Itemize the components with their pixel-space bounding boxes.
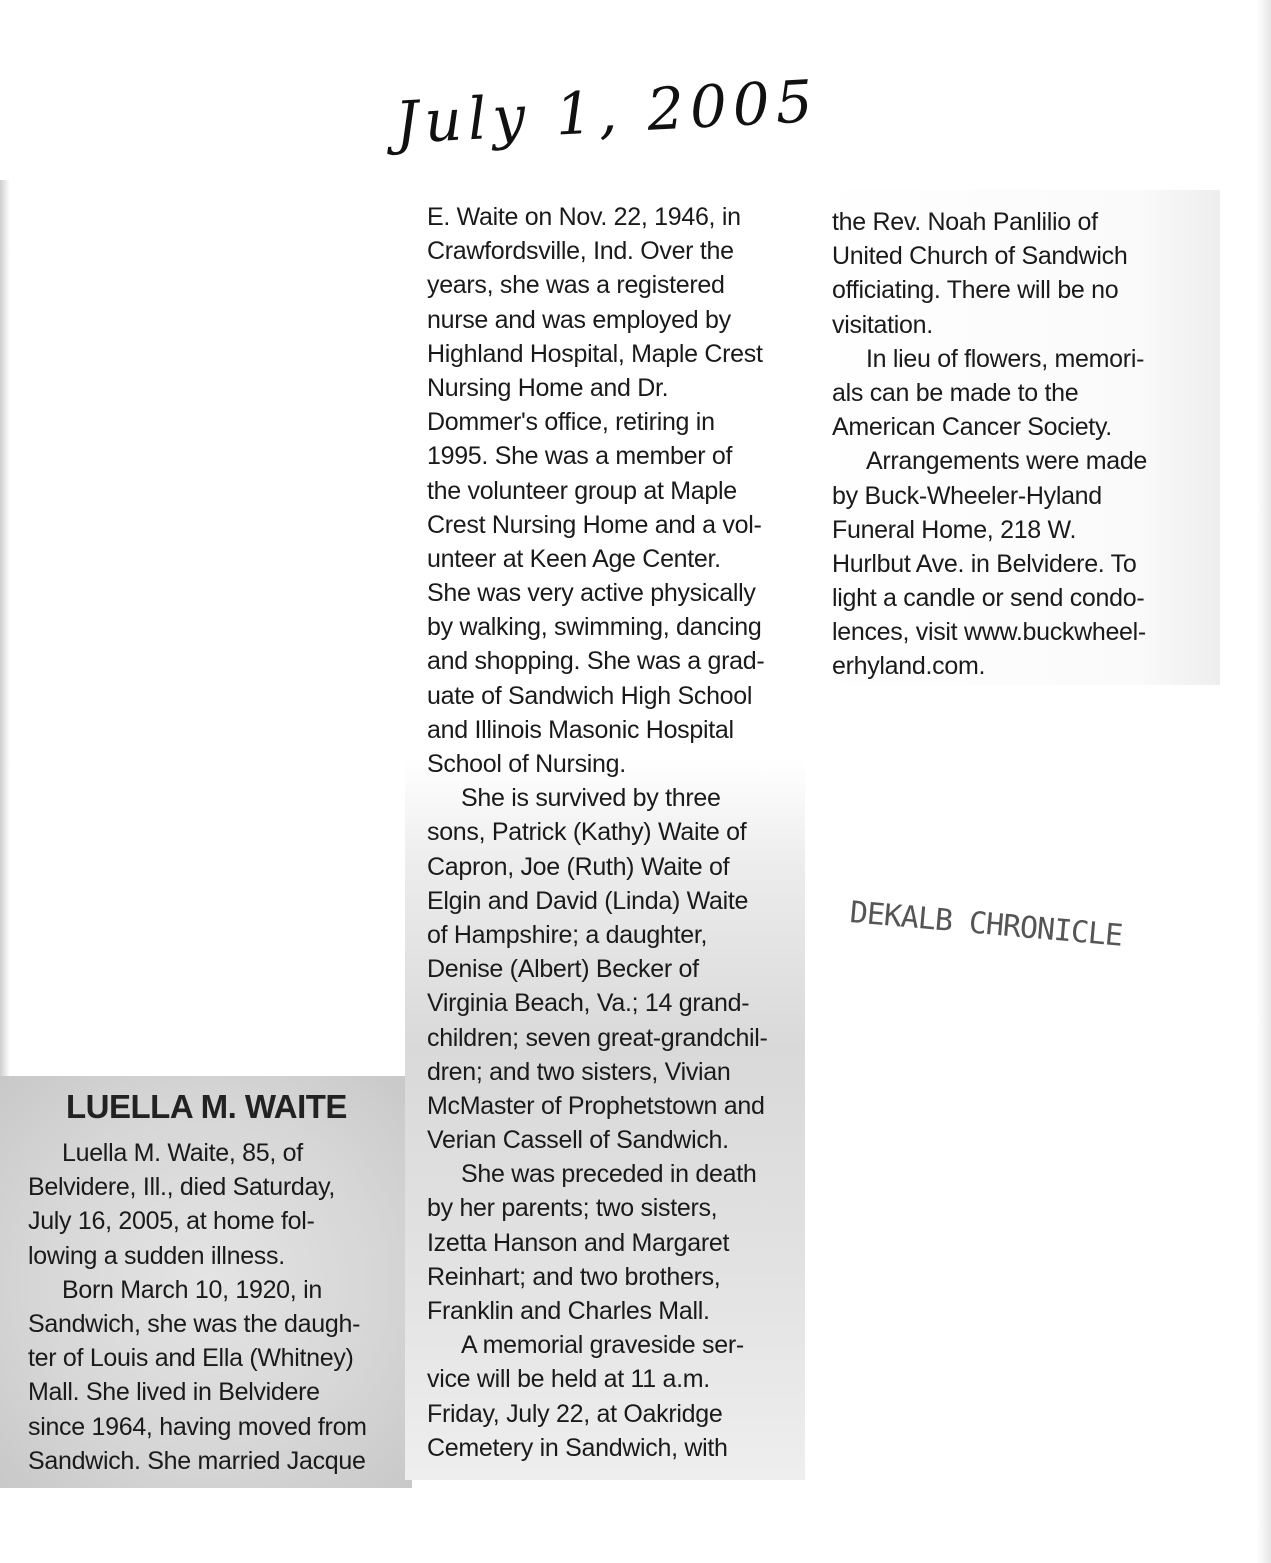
- obituary-heading: LUELLA M. WAITE: [66, 1088, 347, 1125]
- text-line: sons, Patrick (Kathy) Waite of: [427, 818, 747, 847]
- text-line: erhyland.com.: [832, 652, 986, 681]
- text-line: Hurlbut Ave. in Belvidere. To: [832, 549, 1137, 578]
- text-line: nurse and was employed by: [427, 305, 731, 334]
- column-2: [427, 200, 768, 1465]
- text-line: She is survived by three: [461, 784, 721, 813]
- text-line: uate of Sandwich High School: [427, 681, 753, 710]
- text-line: Highland Hospital, Maple Crest: [427, 339, 763, 368]
- text-line: and shopping. She was a grad-: [427, 647, 765, 676]
- text-line: Arrangements were made: [866, 447, 1148, 476]
- text-line: Izetta Hanson and Margaret: [427, 1228, 730, 1257]
- text-line: Funeral Home, 218 W.: [832, 515, 1077, 544]
- text-line: United Church of Sandwich: [832, 242, 1128, 271]
- text-line: Elgin and David (Linda) Waite: [427, 886, 749, 915]
- text-line: Cemetery in Sandwich, with: [427, 1433, 728, 1462]
- text-line: Luella M. Waite, 85, of: [62, 1139, 303, 1167]
- text-line: 1995. She was a member of: [427, 442, 733, 471]
- handwritten-date: July 1, 2005: [393, 66, 821, 158]
- text-line: July 16, 2005, at home fol-: [28, 1207, 315, 1236]
- column-3: [832, 205, 1147, 684]
- text-line: of Hampshire; a daughter,: [427, 920, 708, 949]
- text-line: unteer at Keen Age Center.: [427, 544, 721, 573]
- scan-edge: [1257, 0, 1271, 1563]
- text-line: als can be made to the: [832, 378, 1079, 407]
- text-line: ter of Louis and Ella (Whitney): [28, 1344, 354, 1373]
- text-line: McMaster of Prophetstown and: [427, 1091, 765, 1120]
- publication-stamp: DEKALB CHRONICLE: [848, 895, 1124, 954]
- text-line: Reinhart; and two brothers,: [427, 1262, 721, 1291]
- text-line: Friday, July 22, at Oakridge: [427, 1399, 723, 1428]
- text-line: Virginia Beach, Va.; 14 grand-: [427, 989, 750, 1018]
- text-line: Born March 10, 1920, in: [62, 1275, 322, 1304]
- text-line: the Rev. Noah Panlilio of: [832, 208, 1098, 236]
- text-line: Denise (Albert) Becker of: [427, 955, 699, 984]
- text-line: vice will be held at 11 a.m.: [427, 1365, 710, 1394]
- text-line: Dommer's office, retiring in: [427, 408, 715, 437]
- text-line: and Illinois Masonic Hospital: [427, 715, 734, 744]
- text-line: Sandwich. She married Jacque: [28, 1446, 366, 1475]
- text-line: officiating. There will be no: [832, 276, 1119, 305]
- text-line: E. Waite on Nov. 22, 1946, in: [427, 203, 741, 231]
- text-line: visitation.: [832, 310, 933, 339]
- text-line: Nursing Home and Dr.: [427, 373, 669, 402]
- text-line: lences, visit www.buckwheel-: [832, 618, 1146, 647]
- text-line: by her parents; two sisters,: [427, 1194, 718, 1223]
- text-line: years, she was a registered: [427, 271, 725, 300]
- scan-edge: [0, 180, 10, 1080]
- text-line: Capron, Joe (Ruth) Waite of: [427, 852, 730, 881]
- text-line: lowing a sudden illness.: [28, 1241, 285, 1270]
- text-line: American Cancer Society.: [832, 413, 1112, 442]
- text-line: by Buck-Wheeler-Hyland: [832, 481, 1102, 510]
- column-1: [28, 1136, 367, 1478]
- text-line: Verian Cassell of Sandwich.: [427, 1126, 729, 1155]
- text-line: A memorial graveside ser-: [461, 1331, 744, 1360]
- text-line: light a candle or send condo-: [832, 584, 1145, 613]
- text-line: Crest Nursing Home and a vol-: [427, 510, 762, 539]
- text-line: since 1964, having moved from: [28, 1412, 367, 1441]
- text-line: Belvidere, Ill., died Saturday,: [28, 1173, 336, 1202]
- text-line: Sandwich, she was the daugh-: [28, 1309, 361, 1338]
- text-line: Crawfordsville, Ind. Over the: [427, 237, 734, 266]
- text-line: Franklin and Charles Mall.: [427, 1297, 710, 1325]
- text-line: by walking, swimming, dancing: [427, 613, 762, 642]
- text-line: Mall. She lived in Belvidere: [28, 1378, 320, 1407]
- text-line: In lieu of flowers, memori-: [866, 344, 1145, 373]
- text-line: children; seven great-grandchil-: [427, 1023, 768, 1052]
- text-line: dren; and two sisters, Vivian: [427, 1057, 731, 1086]
- text-line: the volunteer group at Maple: [427, 476, 737, 505]
- text-line: School of Nursing.: [427, 750, 626, 778]
- text-line: She was preceded in death: [461, 1160, 757, 1189]
- text-line: She was very active physically: [427, 579, 756, 608]
